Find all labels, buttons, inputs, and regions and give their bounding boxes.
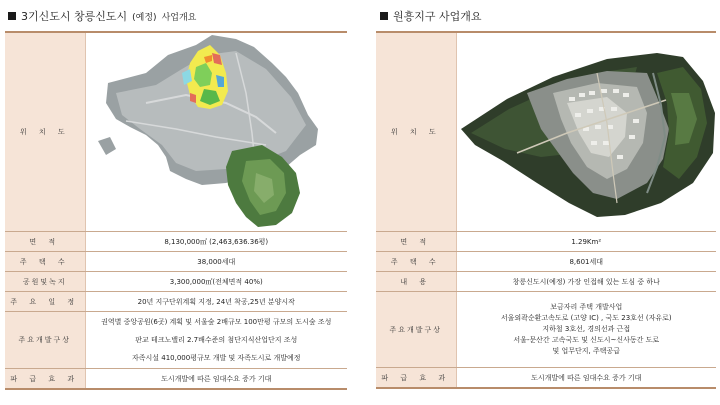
housing-label: 주 택 수 — [5, 252, 85, 272]
location-label: 위 치 도 — [5, 32, 85, 232]
table-row — [5, 272, 347, 292]
plan-label: 주요개발구상 — [376, 292, 456, 368]
park-value: 3,300,000㎡(전체면적 40%) — [85, 272, 347, 292]
table-row — [5, 292, 347, 312]
housing-value: 38,000세대 — [85, 252, 347, 272]
area-value: 1.29Km² — [456, 232, 716, 252]
plan-line: 권역별 중앙공원(6곳) 계획 및 서울숲 2배규모 100만평 규모의 도시숲 조성 — [101, 318, 332, 326]
table-row — [5, 312, 347, 369]
table-row — [5, 232, 347, 252]
schedule-value: 20년 지구단위계획 지정, 24년 착공,25년 분양시작 — [85, 292, 347, 312]
table-row — [5, 369, 347, 390]
bullet-square-icon — [8, 12, 16, 20]
table-row — [376, 292, 716, 368]
effect-value: 도시개발에 따른 임대수요 증가 기대 — [456, 368, 716, 389]
left-title-suffix: (예정) — [132, 12, 157, 23]
right-title-text: 원흥지구 사업개요 — [393, 10, 482, 23]
housing-label: 주 택 수 — [376, 252, 456, 272]
location-label: 위 치 도 — [376, 32, 456, 232]
housing-value: 8,601세대 — [456, 252, 716, 272]
table-row — [376, 232, 716, 252]
wonheung-aerial-image — [457, 33, 717, 231]
plan-value — [456, 292, 716, 368]
wonheung-aerial-view — [457, 33, 717, 231]
left-info-table — [5, 31, 347, 390]
plan-line: 지하철 3호선, 경의선과 근접 — [542, 325, 631, 333]
bullet-square-icon — [380, 12, 388, 20]
content-label: 내 용 — [376, 272, 456, 292]
table-row — [376, 272, 716, 292]
effect-label: 파 급 효 과 — [376, 368, 456, 389]
left-title-text: 3기신도시 창릉신도시 — [21, 10, 128, 23]
plan-line: 서울-문산간 고속국도 및 신도시~신사동간 도로 — [513, 336, 660, 344]
table-row — [376, 368, 716, 389]
plan-label: 주요개발구상 — [5, 312, 85, 369]
table-row — [376, 252, 716, 272]
plan-line: 및 업무단지, 주택공급 — [552, 347, 621, 355]
table-row — [5, 252, 347, 272]
park-label: 공원및녹지 — [5, 272, 85, 292]
plan-line: 판교 테크노밸리 2.7배수준의 첨단지식산업단지 조성 — [135, 336, 298, 344]
schedule-label: 주 요 일 정 — [5, 292, 85, 312]
changneung-map-image — [86, 33, 348, 231]
plan-line: 보금자리 주택 개발사업 — [550, 303, 623, 311]
plan-line: 서울외곽순환고속도로 (고양 IC) , 국도 23호선 (자유로) — [500, 314, 672, 322]
left-section-title — [8, 8, 196, 24]
right-section-title — [380, 8, 482, 24]
table-row — [376, 32, 716, 232]
changneung-map — [86, 33, 348, 231]
left-title-tail: 사업개요 — [161, 12, 197, 23]
content-value: 창릉신도시(예정) 가장 인접해 있는 도심 중 하나 — [456, 272, 716, 292]
location-map-cell — [456, 32, 716, 232]
effect-value: 도시개발에 따른 임대수요 증가 기대 — [85, 369, 347, 390]
effect-label: 파 급 효 과 — [5, 369, 85, 390]
right-info-table — [376, 31, 716, 389]
area-label: 면 적 — [5, 232, 85, 252]
area-value: 8,130,000㎡ (2,463,636.36평) — [85, 232, 347, 252]
area-label: 면 적 — [376, 232, 456, 252]
table-row — [5, 32, 347, 232]
location-map-cell — [85, 32, 347, 232]
plan-line: 자족시설 410,000평규모 개발 및 자족도시로 개발예정 — [131, 354, 301, 362]
plan-value — [85, 312, 347, 369]
